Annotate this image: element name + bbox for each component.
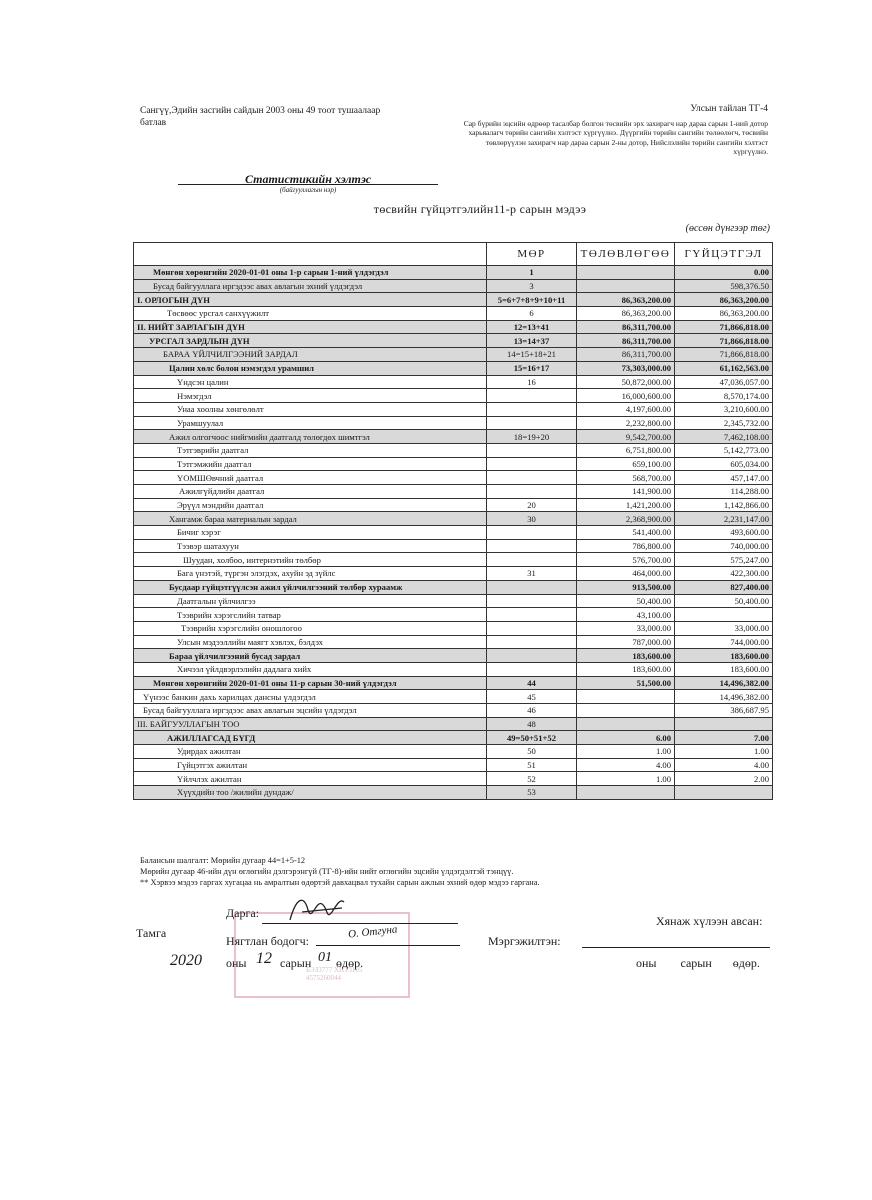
table-row [134,512,773,526]
actual-value: 422,300.00 [675,567,773,581]
table-row [134,594,773,608]
received-label: Хянаж хүлээн авсан: [656,914,763,928]
actual-value: 493,600.00 [675,526,773,540]
row-number: 12=13+41 [487,320,577,334]
row-number [487,649,577,663]
form-instructions [450,105,768,157]
approval-text: Сангүү,Эдийн засгийн сайдын 2003 оны 49 тоот тушаалаар батлав [140,106,381,128]
plan-value [577,717,675,731]
table-row [134,690,773,704]
actual-value [675,786,773,800]
table-row [134,786,773,800]
actual-value: 33,000.00 [675,621,773,635]
row-number [487,662,577,676]
row-label: Бараа үйлчилгээний бусад зардал [134,649,487,663]
actual-value: 86,363,200.00 [675,307,773,321]
org-caption: (байгууллагын нэр) [279,186,337,194]
note-line-2: Мөрийн дугаар 46-ийн дүн өглөгийн дэлгэрэнгүй (ТГ-8)-ийн нийт өглөгийн эцсийн үлдэгдэлтэй тэнцүү. [140,867,514,876]
row-number [487,539,577,553]
header-row-number: МӨР [487,243,577,266]
header-actual: ГҮЙЦЭТГЭЛ [675,243,773,266]
table-row [134,416,773,430]
row-number: 51 [487,758,577,772]
row-number [487,553,577,567]
row-number [487,457,577,471]
table-row [134,320,773,334]
row-number [487,635,577,649]
actual-value: 7,462,108.00 [675,430,773,444]
table-row [134,717,773,731]
actual-value: 827,400.00 [675,580,773,594]
row-number: 6 [487,307,577,321]
plan-value: 86,363,200.00 [577,293,675,307]
director-signature [282,892,352,926]
plan-value: 1,421,200.00 [577,498,675,512]
row-label: I. ОРЛОГЫН ДҮН [134,293,487,307]
row-label: АЖИЛЛАГСАД БҮГД [134,731,487,745]
table-row [134,662,773,676]
row-label: ҮОМШӨвчний даатгал [134,471,487,485]
table-row [134,402,773,416]
note-line-3: ** Хэрвээ мэдээ гаргах хугацаа нь амралтын өдөртэй давхацвал тухайн сарын ажлын эхний өдөр мэдээ гаргана. [140,878,540,887]
table-row [134,676,773,690]
row-label: Удирдах ажилтан [134,745,487,759]
actual-value: 575,247.00 [675,553,773,567]
note-balance: Балансын шалгалт: Мөрийн дугаар 44=1+5-12 [140,856,306,865]
table-row [134,485,773,499]
row-number: 52 [487,772,577,786]
org-name-line [178,170,438,185]
plan-value [577,266,675,280]
date-month: 12 [256,950,272,967]
actual-value: 2,345,732.00 [675,416,773,430]
plan-value: 659,100.00 [577,457,675,471]
actual-value: 71,866,818.00 [675,334,773,348]
actual-value: 2,231,147.00 [675,512,773,526]
row-number [487,443,577,457]
plan-value: 2,232,800.00 [577,416,675,430]
table-row [134,334,773,348]
actual-value: 457,147.00 [675,471,773,485]
row-number: 31 [487,567,577,581]
report-title: төсвийн гүйцэтгэлийн11-р сарын мэдээ [373,202,587,216]
plan-value: 50,400.00 [577,594,675,608]
plan-value: 141,900.00 [577,485,675,499]
actual-value: 183,600.00 [675,662,773,676]
actual-value: 740,000.00 [675,539,773,553]
table-row [134,731,773,745]
row-number: 44 [487,676,577,690]
row-label: Эрүүл мэндийн даатгал [134,498,487,512]
actual-value: 183,600.00 [675,649,773,663]
row-number [487,471,577,485]
actual-value: 605,034.00 [675,457,773,471]
actual-value: 1.00 [675,745,773,759]
table-row [134,430,773,444]
plan-value: 4,197,600.00 [577,402,675,416]
actual-value: 4.00 [675,758,773,772]
row-number: 50 [487,745,577,759]
plan-value: 183,600.00 [577,662,675,676]
actual-value: 114,288.00 [675,485,773,499]
row-number: 14=15+18+21 [487,348,577,362]
accountant-name: О. Отгуна [347,923,398,941]
accountant-signature-line [316,944,460,946]
row-label: III. БАЙГУУЛЛАГЫН ТОО [134,717,487,731]
header-plan: ТӨЛӨВЛӨГӨӨ [577,243,675,266]
actual-value: 744,000.00 [675,635,773,649]
row-label: БАРАА ҮЙЛЧИЛГЭЭНИЙ ЗАРДАЛ [134,348,487,362]
table-row [134,471,773,485]
plan-value [577,704,675,718]
actual-value: 7.00 [675,731,773,745]
plan-value: 464,000.00 [577,567,675,581]
table-row [134,266,773,280]
table-row [134,457,773,471]
row-label: Хичээл үйлдвэрлэлийн дадлага хийх [134,662,487,676]
row-label: Төсвөөс урсгал санхүүжилт [134,307,487,321]
date-day-suffix: өдөр. [336,956,364,970]
unit-note: (өссөн дүнгээр төг) [685,223,770,234]
plan-value: 16,000,600.00 [577,389,675,403]
plan-value: 1.00 [577,772,675,786]
row-label: Тээврийн хэрэгслийн татвар [134,608,487,622]
table-row [134,567,773,581]
row-label: Мөнгөн хөрөнгийн 2020-01-01 оны 11-р сарын 30-ний үлдэгдэл [134,676,487,690]
table-row [134,293,773,307]
plan-value: 86,311,700.00 [577,320,675,334]
row-label: Хүүхдийн тоо /жилийн дундаж/ [134,786,487,800]
table-row [134,704,773,718]
row-label: Бусад байгууллага иргэдээс авах авлагын эхний үлдэгдэл [134,279,487,293]
table-row [134,621,773,635]
row-number [487,594,577,608]
row-number: 53 [487,786,577,800]
row-number: 18=19+20 [487,430,577,444]
row-number [487,608,577,622]
accountant-label: Нягтлан бодогч: [226,934,309,948]
specialist-label: Мэргэжилтэн: [488,934,561,948]
row-label: Тээвэр шатахуун [134,539,487,553]
row-number [487,389,577,403]
row-label: Цалин хөлс болон нэмэгдэл урамшил [134,361,487,375]
actual-value: 86,363,200.00 [675,293,773,307]
plan-value: 86,311,700.00 [577,348,675,362]
actual-value: 71,866,818.00 [675,348,773,362]
actual-value: 0.00 [675,266,773,280]
table-row [134,635,773,649]
header-name [134,243,487,266]
table-row [134,526,773,540]
row-label: Бичиг хэрэг [134,526,487,540]
table-row [134,745,773,759]
plan-value: 786,800.00 [577,539,675,553]
row-number [487,526,577,540]
plan-value: 33,000.00 [577,621,675,635]
row-number: 45 [487,690,577,704]
plan-value: 86,311,700.00 [577,334,675,348]
table-row [134,279,773,293]
org-name: Статистикийн хэлтэс [244,172,372,186]
plan-value: 787,000.00 [577,635,675,649]
director-label: Дарга: [226,906,260,920]
row-number [487,402,577,416]
row-label: Урамшуулал [134,416,487,430]
actual-value: 598,376.50 [675,279,773,293]
plan-value: 576,700.00 [577,553,675,567]
row-label: Гүйцэтгэх ажилтан [134,758,487,772]
actual-value: 14,496,382.00 [675,676,773,690]
plan-value: 6,751,800.00 [577,443,675,457]
row-number: 20 [487,498,577,512]
plan-value: 183,600.00 [577,649,675,663]
stamp-label: Тамга [136,926,167,940]
plan-value: 6.00 [577,731,675,745]
table-row [134,348,773,362]
plan-value: 2,368,900.00 [577,512,675,526]
row-number: 3 [487,279,577,293]
table-row [134,389,773,403]
row-label: Бусдаар гүйцэтгүүлсэн ажил үйлчилгээний төлбөр хураамж [134,580,487,594]
row-number: 46 [487,704,577,718]
notes [140,855,780,888]
row-label: Тэтгэврийн даатгал [134,443,487,457]
row-label: Ажилгүйдлийн даатгал [134,485,487,499]
actual-value: 3,210,600.00 [675,402,773,416]
row-number [487,485,577,499]
actual-value [675,717,773,731]
row-number: 15=16+17 [487,361,577,375]
table-row [134,375,773,389]
row-number [487,416,577,430]
plan-value: 568,700.00 [577,471,675,485]
row-number [487,580,577,594]
actual-value: 14,496,382.00 [675,690,773,704]
row-label: Хангамж бараа материалын зардал [134,512,487,526]
row-label: Мөнгөн хөрөнгийн 2020-01-01 оны 1-р сарын 1-ний үлдэгдэл [134,266,487,280]
row-number: 49=50+51+52 [487,731,577,745]
row-number: 1 [487,266,577,280]
plan-value: 43,100.00 [577,608,675,622]
table-row [134,772,773,786]
row-number: 5=6+7+8+9+10+11 [487,293,577,307]
table-row [134,758,773,772]
table-row [134,307,773,321]
form-code: Улсын тайлан ТГ-4 [690,104,768,114]
row-label: Үйлчлэх ажилтан [134,772,487,786]
row-number: 48 [487,717,577,731]
plan-value: 9,542,700.00 [577,430,675,444]
instructions-text: Сар бүрийн эцсийн өдрөөр тасалбар болгон төсвийн эрх захирагч нар дараа сарын 1-ний дотор харьяалагч төрийн сангийн хэлтэст хүргүүлнэ. Дүүргийн төрийн сангийн төлөөлөгч, төсвийн төвлөрүүлэн захирагч нар дараа сарын 2-ны дотор, Нийслэлийн төрийн сангийн хэлтэст хүргүүлнэ. [463,118,768,156]
stamp-code-2: 4575260044 [306,974,341,982]
plan-value: 50,872,000.00 [577,375,675,389]
actual-value: 386,687.95 [675,704,773,718]
reception-date-blank: оны сарын өдөр. [636,956,760,970]
plan-value: 51,500.00 [577,676,675,690]
actual-value: 1,142,866.00 [675,498,773,512]
plan-value: 1.00 [577,745,675,759]
date-day: 01 [318,950,332,965]
table-row [134,580,773,594]
plan-value: 73,303,000.00 [577,361,675,375]
date-month-suffix: сарын [280,956,312,970]
table-row [134,498,773,512]
row-label: Бусад байгууллага иргэдээс авах авлагын эцсийн үлдэгдэл [134,704,487,718]
row-label: Үндсэн цалин [134,375,487,389]
row-label: Шуудан, холбоо, интернэтийн төлбөр [134,553,487,567]
row-number: 30 [487,512,577,526]
actual-value: 8,570,174.00 [675,389,773,403]
table-row [134,361,773,375]
actual-value: 5,142,773.00 [675,443,773,457]
plan-value: 541,400.00 [577,526,675,540]
row-number: 16 [487,375,577,389]
table-row [134,649,773,663]
actual-value: 71,866,818.00 [675,320,773,334]
row-label: Ажил олгогчоос нийгмийн даатгалд төлөгдөх шимтгэл [134,430,487,444]
row-number: 13=14+37 [487,334,577,348]
report-table [133,242,773,800]
table-row [134,443,773,457]
row-label: Тэтгэмжийн даатгал [134,457,487,471]
plan-value: 4.00 [577,758,675,772]
row-label: Бага үнэтэй, түргэн элэгдэх, ахуйн эд зүйлс [134,567,487,581]
plan-value [577,786,675,800]
table-row [134,608,773,622]
row-number [487,621,577,635]
date-year: 2020 [170,952,202,969]
row-label: Унаа хоолны хөнгөлөлт [134,402,487,416]
table-header-row [134,243,773,266]
actual-value: 47,036,057.00 [675,375,773,389]
plan-value: 913,500.00 [577,580,675,594]
stamp-code-1: БЭЗ3777 ХНТ3105 [306,966,363,974]
specialist-signature-line [582,946,770,948]
row-label: Даатгалын үйлчилгээ [134,594,487,608]
plan-value: 86,363,200.00 [577,307,675,321]
actual-value: 2.00 [675,772,773,786]
row-label: Үүнээс банкин дахь харилцах дансны үлдэгдэл [134,690,487,704]
actual-value [675,608,773,622]
plan-value [577,690,675,704]
report-table-body [134,266,773,800]
actual-value: 61,162,563.00 [675,361,773,375]
row-label: Нэмэгдэл [134,389,487,403]
row-label: Улсын мэдээллийн маягт хэвлэх, бэлдэх [134,635,487,649]
actual-value: 50,400.00 [675,594,773,608]
date-year-suffix: оны [226,956,247,970]
row-label: УРСГАЛ ЗАРДЛЫН ДҮН [134,334,487,348]
table-row [134,553,773,567]
plan-value [577,279,675,293]
row-label: II. НИЙТ ЗАРЛАГЫН ДҮН [134,320,487,334]
table-row [134,539,773,553]
row-label: Тээврийн хэрэгслийн оношлогоо [134,621,487,635]
